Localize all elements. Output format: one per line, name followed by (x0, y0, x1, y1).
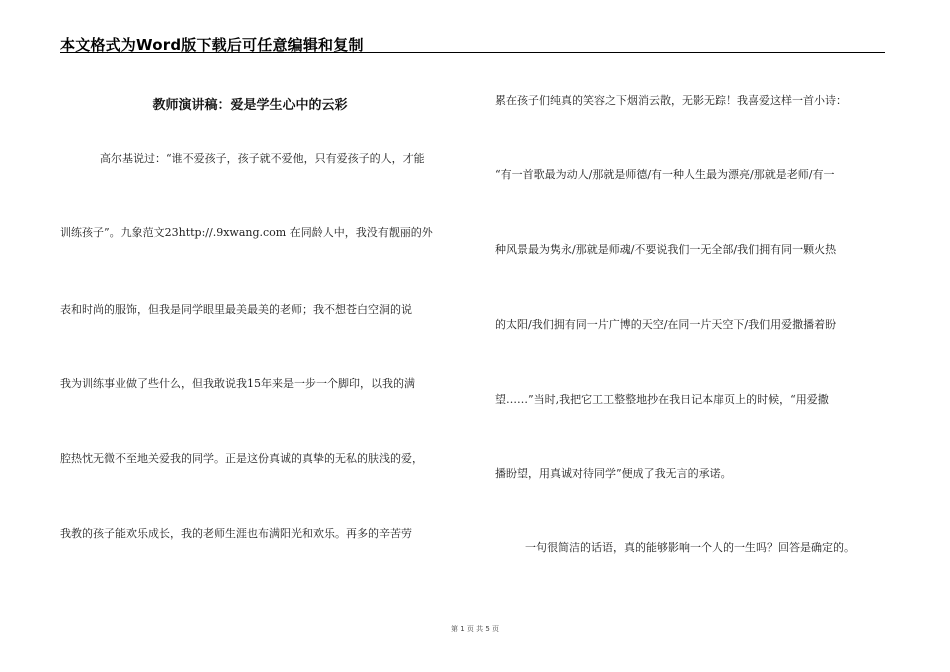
document-header-banner: 本文格式为Word版下载后可任意编辑和复制 (60, 36, 364, 54)
paragraph-line: 一句很简洁的话语，真的能够影响一个人的一生吗？回答是确定的。 (525, 541, 855, 554)
paragraph-line: 望……”当时,我把它工工整整地抄在我日记本扉页上的时候，“用爱撒 (495, 393, 829, 406)
paragraph-line: 表和时尚的服饰，但我是同学眼里最美最美的老师；我不想苍白空洞的说 (60, 303, 412, 316)
paragraph-line: 的太阳/我们拥有同一片广博的天空/在同一片天空下/我们用爱撒播着盼 (495, 318, 837, 331)
paragraph-line: “有一首歌最为动人/那就是师德/有一种人生最为漂亮/那就是老师/有一 (495, 168, 835, 181)
paragraph-line: 累在孩子们纯真的笑容之下烟消云散，无影无踪！我喜爱这样一首小诗： (495, 94, 847, 107)
page-number-footer: 第 1 页 共 5 页 (450, 625, 500, 633)
paragraph-line: 播盼望，用真诚对待同学”便成了我无言的承诺。 (495, 467, 732, 480)
paragraph-line: 我教的孩子能欢乐成长，我的老师生涯也布满阳光和欢乐。再多的辛苦劳 (60, 527, 412, 540)
paragraph-line: 腔热忱无微不至地关爱我的同学。正是这份真诚的真挚的无私的肤浅的爱， (60, 452, 423, 465)
header-divider (60, 52, 885, 53)
paragraph-line: 高尔基说过：“谁不爱孩子，孩子就不爱他，只有爱孩子的人，才能 (100, 152, 425, 165)
paragraph-line: 种风景最为隽永/那就是师魂/不要说我们一无全部/我们拥有同一颗火热 (495, 243, 837, 256)
paragraph-line: 训练孩子”。九象范文23http://.9xwang.com 在同龄人中，我没有靓丽的外 (60, 226, 433, 239)
paragraph-line: 我为训练事业做了些什么，但我敢说我15年来是一步一个脚印，以我的满 (60, 377, 415, 390)
document-title: 教师演讲稿：爱是学生心中的云彩 (152, 98, 348, 113)
